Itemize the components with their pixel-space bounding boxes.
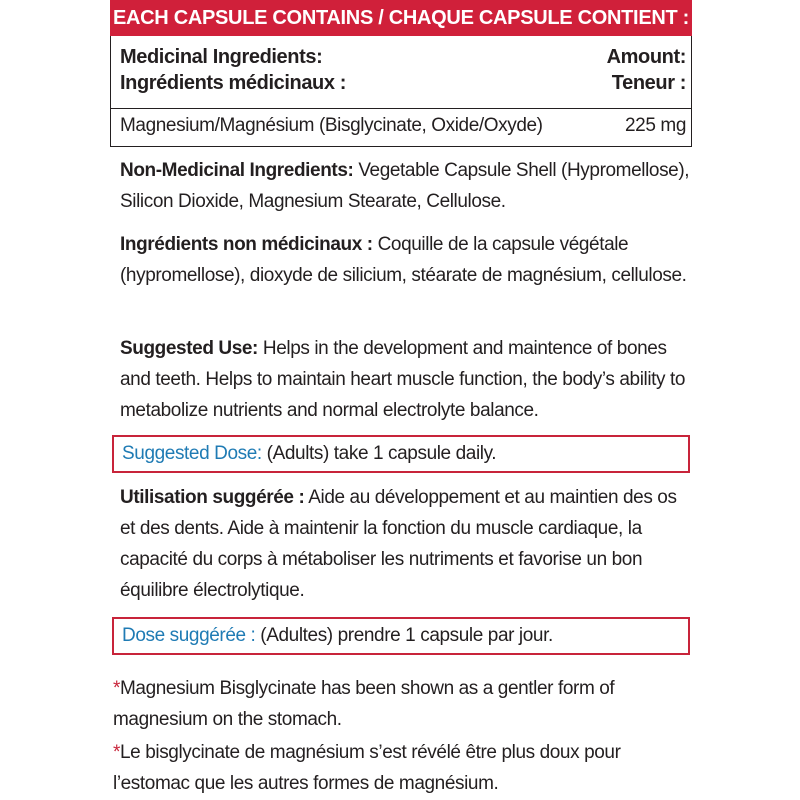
non-medicinal-en xyxy=(120,155,690,217)
ingredients-table-header xyxy=(120,44,686,96)
table-bottom-rule xyxy=(110,146,692,147)
suggested-use-en-text: Helps in the development and maintence of bones and teeth. Helps to maintain heart muscle function, the body’s ability to metabolize nutrients and normal electrolyte balance. xyxy=(120,338,686,421)
suggested-use-fr xyxy=(120,482,690,606)
col-amount-fr: Teneur : xyxy=(611,72,686,94)
col-ingredients-fr: Ingrédients médicinaux : xyxy=(120,72,347,94)
non-medicinal-en-label: Non-Medicinal Ingredients: xyxy=(120,160,354,181)
ingredient-name: Magnesium/Magnésium (Bisglycinate, Oxide/Oxyde) xyxy=(120,115,543,136)
col-amount-en: Amount: xyxy=(606,46,686,68)
ingredient-amount: 225 mg xyxy=(625,115,686,136)
suggested-use-en-label: Suggested Use: xyxy=(120,338,258,359)
suggested-dose-fr-text: (Adultes) prendre 1 capsule par jour. xyxy=(255,625,553,646)
suggested-use-fr-label: Utilisation suggérée : xyxy=(120,487,305,508)
table-row xyxy=(120,112,686,140)
header-banner: EACH CAPSULE CONTAINS / CHAQUE CAPSULE CONTIENT : xyxy=(110,0,692,36)
non-medicinal-fr xyxy=(120,229,690,291)
footnote-marker: * xyxy=(113,742,120,763)
col-ingredients-en: Medicinal Ingredients: xyxy=(120,46,323,68)
non-medicinal-fr-label: Ingrédients non médicinaux : xyxy=(120,234,373,255)
suggested-dose-en-box xyxy=(112,435,690,473)
footnote-en-text: Magnesium Bisglycinate has been shown as a gentler form of magnesium on the stomach. xyxy=(113,678,615,730)
footnote-marker: * xyxy=(113,678,120,699)
table-divider xyxy=(110,108,692,109)
suggested-use-fr-text: Aide au développement et au maintien des os et des dents. Aide à maintenir la fonction du muscle cardiaque, la capacité du corps à métaboliser les nutriments et favorise un bon équilibre électrolytique. xyxy=(120,487,677,601)
suggested-dose-en-label: Suggested Dose: xyxy=(122,443,262,464)
footnote-fr xyxy=(113,737,693,799)
non-medicinal-en-text: Vegetable Capsule Shell (Hypromellose), Silicon Dioxide, Magnesium Stearate, Cellulose. xyxy=(120,160,690,212)
suggested-use-en xyxy=(120,333,690,426)
suggested-dose-fr-label: Dose suggérée : xyxy=(122,625,256,646)
footnote-en xyxy=(113,673,693,735)
footnote-fr-text: Le bisglycinate de magnésium s’est révélé être plus doux pour l’estomac que les autres formes de magnésium. xyxy=(113,742,621,794)
non-medicinal-fr-text: Coquille de la capsule végétale (hypromellose), dioxyde de silicium, stéarate de magnésium, cellulose. xyxy=(120,234,687,286)
suggested-dose-en-text: (Adults) take 1 capsule daily. xyxy=(261,443,497,464)
suggested-dose-fr-box xyxy=(112,617,690,655)
